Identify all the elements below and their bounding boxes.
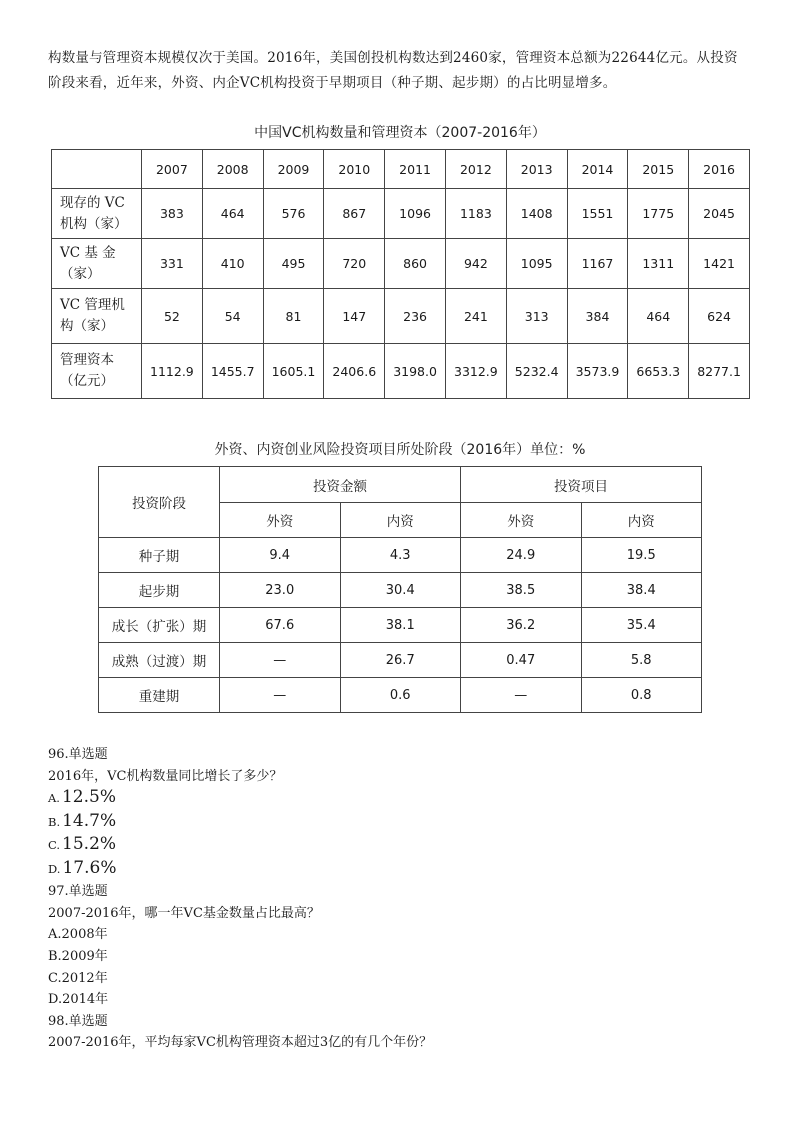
question-97-number: 97.单选题 xyxy=(48,884,108,900)
table2-cell: 0.6 xyxy=(340,678,461,713)
option-value: 12.5% xyxy=(61,787,116,808)
table1-cell: 241 xyxy=(445,289,506,344)
table2-cell: 26.7 xyxy=(340,643,461,678)
table2-cell: — xyxy=(220,678,341,713)
table2-subheader-cell: 内资 xyxy=(340,503,461,538)
table1-cell: 331 xyxy=(142,239,203,289)
question-97-option-a[interactable]: A.2008年 xyxy=(48,927,108,943)
table2-stage-cell: 种子期 xyxy=(99,538,220,573)
question-96-text: 2016年，VC机构数量同比增长了多少？ xyxy=(48,768,283,784)
option-value: 15.2% xyxy=(62,834,117,855)
question-97-option-d[interactable]: D.2014年 xyxy=(48,992,109,1008)
option-letter: C. xyxy=(48,838,61,853)
table1-cell: 54 xyxy=(202,289,263,344)
table1-cell: 867 xyxy=(324,189,385,239)
table1-cell: 147 xyxy=(324,289,385,344)
table1-cell: 1551 xyxy=(567,189,628,239)
table1-cell: 8277.1 xyxy=(689,344,750,399)
table1-cell: 720 xyxy=(324,239,385,289)
table1-cell: 1311 xyxy=(628,239,689,289)
table1-row xyxy=(52,344,750,399)
table2-stage-cell: 重建期 xyxy=(99,678,220,713)
table1-year-cell: 2013 xyxy=(506,150,567,189)
table1-cell: 3198.0 xyxy=(385,344,446,399)
question-96-option-a[interactable] xyxy=(48,787,758,811)
table1-year-cell: 2012 xyxy=(445,150,506,189)
table1-cell: 3312.9 xyxy=(445,344,506,399)
option-letter: D. xyxy=(48,861,61,876)
table2-cell: — xyxy=(220,643,341,678)
table2-cell: 4.3 xyxy=(340,538,461,573)
table1-row-label: 管理资本 （亿元） xyxy=(52,344,142,399)
table1-cell: 2045 xyxy=(689,189,750,239)
table1-cell: 383 xyxy=(142,189,203,239)
table2-stage-cell: 成熟（过渡）期 xyxy=(99,643,220,678)
table2-stage-cell: 起步期 xyxy=(99,573,220,608)
table1-cell: 1167 xyxy=(567,239,628,289)
table1-year-cell: 2015 xyxy=(628,150,689,189)
table2-cell: 24.9 xyxy=(461,538,582,573)
table2-caption: 外资、内资创业风险投资项目所处阶段（2016年）单位：% xyxy=(214,442,586,458)
table2-subheader-cell: 外资 xyxy=(461,503,582,538)
table1-year-cell: 2007 xyxy=(142,150,203,189)
table2-cell: 67.6 xyxy=(220,608,341,643)
table1-cell: 5232.4 xyxy=(506,344,567,399)
table2-subheader-cell: 外资 xyxy=(220,503,341,538)
table1-caption: 中国VC机构数量和管理资本（2007-2016年） xyxy=(254,125,546,141)
table1-year-cell: 2010 xyxy=(324,150,385,189)
table2-header-row xyxy=(99,467,702,503)
table1-cell: 2406.6 xyxy=(324,344,385,399)
table1-cell: 1112.9 xyxy=(142,344,203,399)
table2-row xyxy=(99,573,702,608)
table1-row xyxy=(52,189,750,239)
table2-cell: 23.0 xyxy=(220,573,341,608)
table1-year-cell: 2016 xyxy=(689,150,750,189)
table1-cell: 313 xyxy=(506,289,567,344)
table1-cell: 81 xyxy=(263,289,324,344)
table1-cell: 1408 xyxy=(506,189,567,239)
table2-cell: 38.4 xyxy=(581,573,702,608)
table1-cell: 410 xyxy=(202,239,263,289)
table1-header-row xyxy=(52,150,750,189)
table1-year-cell: 2011 xyxy=(385,150,446,189)
table1-cell: 1421 xyxy=(689,239,750,289)
table2-cell: 36.2 xyxy=(461,608,582,643)
option-value: 14.7% xyxy=(62,810,117,831)
table1-row xyxy=(52,239,750,289)
table1-cell: 942 xyxy=(445,239,506,289)
table2-cell: 38.1 xyxy=(340,608,461,643)
question-96-number: 96.单选题 xyxy=(48,747,108,762)
table2-cell: 9.4 xyxy=(220,538,341,573)
table1-row xyxy=(52,289,750,344)
question-97-option-b[interactable]: B.2009年 xyxy=(48,948,108,964)
table2-row xyxy=(99,608,702,643)
table2-row xyxy=(99,678,702,713)
table1-cell: 464 xyxy=(202,189,263,239)
investment-stage-table xyxy=(98,466,702,713)
question-96-option-b[interactable] xyxy=(48,811,758,835)
table2-projects-header: 投资项目 xyxy=(461,467,702,503)
option-value: 17.6% xyxy=(62,857,117,878)
table1-year-cell: 2014 xyxy=(567,150,628,189)
question-98-number: 98.单选题 xyxy=(48,1013,108,1029)
vc-institutions-table xyxy=(51,149,750,399)
table1-row-label: 现存的 VC 机构（家） xyxy=(52,189,142,239)
table2-cell: 38.5 xyxy=(461,573,582,608)
table1-row-label: VC 管理机 构（家） xyxy=(52,289,142,344)
table2-cell: 35.4 xyxy=(581,608,702,643)
table1-year-cell: 2009 xyxy=(263,150,324,189)
table1-cell: 860 xyxy=(385,239,446,289)
table1-cell: 52 xyxy=(142,289,203,344)
table1-row-label: VC 基 金 （家） xyxy=(52,239,142,289)
table1-year-cell: 2008 xyxy=(202,150,263,189)
intro-line-2: 阶段来看，近年来，外资、内企VC机构投资于早期项目（种子期、起步期）的占比明显增多。 xyxy=(48,75,617,91)
questions-section xyxy=(48,744,758,1054)
table2-amount-header: 投资金额 xyxy=(220,467,461,503)
option-letter: B. xyxy=(48,814,61,829)
table2-cell: 19.5 xyxy=(581,538,702,573)
question-96-option-d[interactable] xyxy=(48,858,758,882)
option-letter: A. xyxy=(48,791,60,806)
question-97-option-c[interactable]: C.2012年 xyxy=(48,970,108,986)
table1-cell: 3573.9 xyxy=(567,344,628,399)
table1-cell: 495 xyxy=(263,239,324,289)
table2-row xyxy=(99,643,702,678)
intro-paragraph xyxy=(48,46,758,96)
table1-cell: 1183 xyxy=(445,189,506,239)
table1-corner-cell xyxy=(52,150,142,189)
table1-cell: 236 xyxy=(385,289,446,344)
table2-stage-cell: 成长（扩张）期 xyxy=(99,608,220,643)
table1-cell: 1775 xyxy=(628,189,689,239)
table1-cell: 576 xyxy=(263,189,324,239)
table2-subheader-cell: 内资 xyxy=(581,503,702,538)
table1-cell: 624 xyxy=(689,289,750,344)
table1-cell: 6653.3 xyxy=(628,344,689,399)
table2-stage-header: 投资阶段 xyxy=(99,467,220,538)
table2-cell: 0.47 xyxy=(461,643,582,678)
table2-cell: — xyxy=(461,678,582,713)
table1-cell: 464 xyxy=(628,289,689,344)
question-96-option-c[interactable] xyxy=(48,834,758,858)
question-97-text: 2007-2016年，哪一年VC基金数量占比最高？ xyxy=(48,905,320,921)
table1-cell: 1455.7 xyxy=(202,344,263,399)
table2-cell: 0.8 xyxy=(581,678,702,713)
table2-cell: 5.8 xyxy=(581,643,702,678)
table1-cell: 1095 xyxy=(506,239,567,289)
question-98-text: 2007-2016年，平均每家VC机构管理资本超过3亿的有几个年份？ xyxy=(48,1035,433,1051)
table1-cell: 1096 xyxy=(385,189,446,239)
intro-line-1: 构数量与管理资本规模仅次于美国。2016年，美国创投机构数达到2460家，管理资本总额为22644亿元。从投资 xyxy=(48,50,738,66)
table1-cell: 1605.1 xyxy=(263,344,324,399)
table2-row xyxy=(99,538,702,573)
table2-cell: 30.4 xyxy=(340,573,461,608)
table1-cell: 384 xyxy=(567,289,628,344)
